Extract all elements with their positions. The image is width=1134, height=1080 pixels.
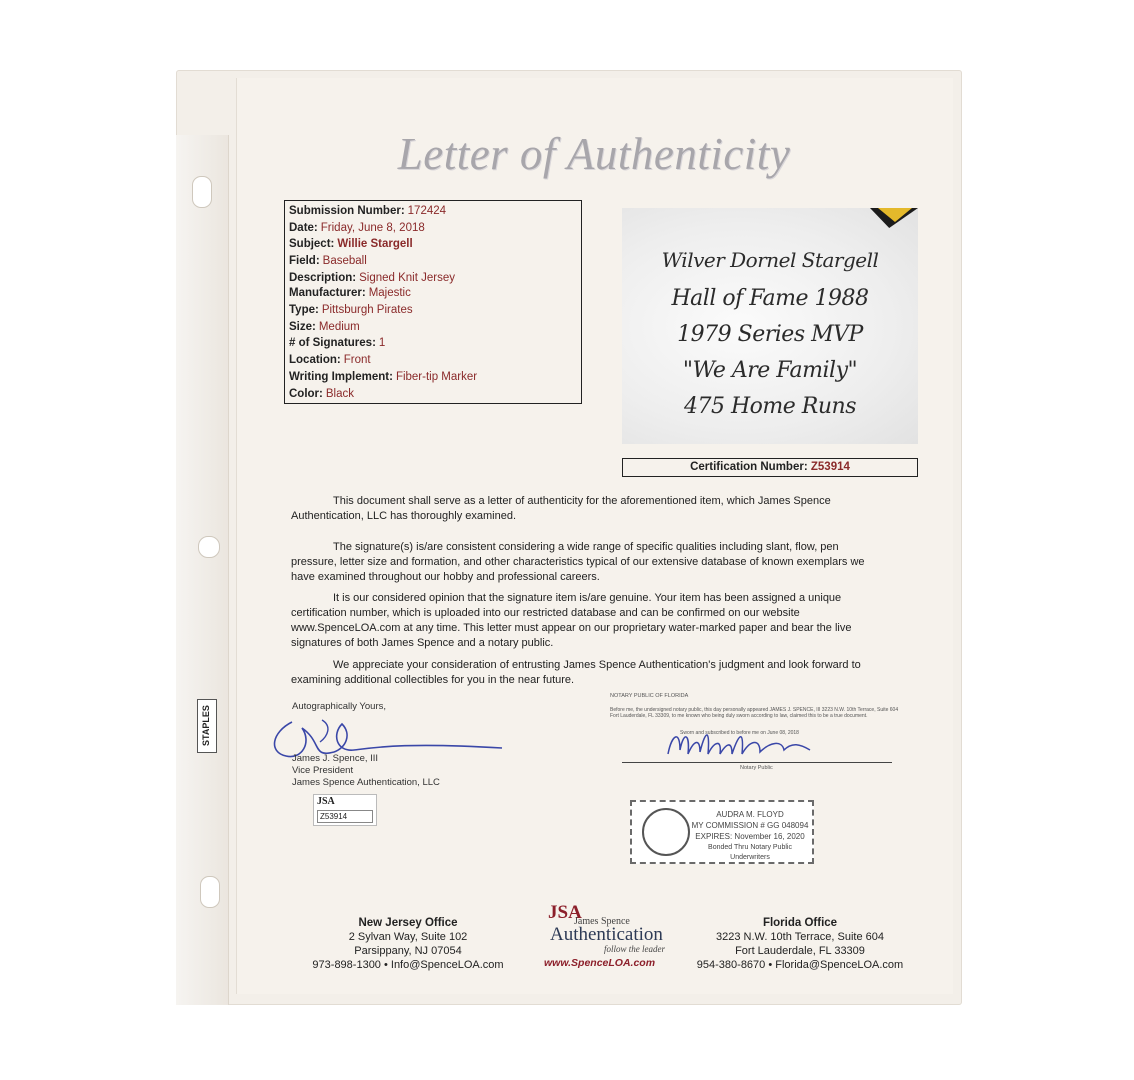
- closing-position: Vice President: [292, 765, 354, 776]
- sticker-brand: JSA: [317, 796, 335, 807]
- paragraph-4: We appreciate your consideration of entrusting James Spence Authentication's judgment and look forward to examining additional collectibles for you in the near future.: [291, 659, 861, 686]
- nj-office-line2: Parsippany, NJ 07054: [354, 945, 462, 957]
- inscription-hof: Hall of Fame 1988: [671, 286, 869, 311]
- info-row-field: Field: Baseball: [289, 255, 367, 267]
- notary-seal: [642, 808, 690, 856]
- info-row-manufacturer: Manufacturer: Majestic: [289, 287, 411, 299]
- sticker-number: Z53914: [317, 810, 373, 823]
- binder-hole-middle: [198, 536, 220, 558]
- nj-office-contact: 973-898-1300 • Info@SpenceLOA.com: [312, 959, 504, 971]
- info-row-signatures: # of Signatures: 1: [289, 337, 386, 349]
- info-row-description: Description: Signed Knit Jersey: [289, 272, 455, 284]
- notary-stamp: [630, 800, 814, 864]
- logo-james-spence: James Spence: [574, 916, 630, 927]
- fl-office-line2: Fort Lauderdale, FL 33309: [735, 945, 865, 957]
- logo-url: www.SpenceLOA.com: [544, 957, 656, 969]
- fl-office-line1: 3223 N.W. 10th Terrace, Suite 604: [716, 931, 884, 943]
- item-info-box: [284, 200, 582, 404]
- inscription-mvp: 1979 Series MVP: [677, 322, 863, 347]
- logo-jsa: JSA: [548, 902, 582, 923]
- notary-text: Before me, the undersigned notary public, this day personally appeared JAMES J. SPENCE, III 3223 N.W. 10th Terrace, Suite 604 Fort Lauderdale, FL 33309, to me known who being duly sworn according to law, claimed this to be a true document.: [610, 707, 899, 719]
- jsa-logo: [540, 902, 670, 972]
- nj-office-line1: 2 Sylvan Way, Suite 102: [348, 931, 468, 943]
- closing-company: James Spence Authentication, LLC: [292, 777, 440, 788]
- info-row-date: Date: Friday, June 8, 2018: [289, 222, 425, 234]
- inscription-home-runs: 475 Home Runs: [684, 394, 856, 419]
- fl-office: [690, 916, 910, 972]
- info-row-subject: Subject: Willie Stargell: [289, 238, 413, 250]
- paragraph-2: The signature(s) is/are consistent considering a wide range of specific qualities including slant, flow, pen pressure, letter size and formation, and other characteristics typical of our extensive database of known exemplars we have examined throughout our hobby and professional careers.: [291, 541, 865, 583]
- fl-office-contact: 954-380-8670 • Florida@SpenceLOA.com: [696, 959, 904, 971]
- nj-office: [300, 916, 516, 972]
- closing-name: James J. Spence, III: [292, 753, 379, 764]
- notary-sworn: Sworn and subscribed to before me on June 08, 2018: [680, 730, 799, 736]
- info-row-implement: Writing Implement: Fiber-tip Marker: [289, 371, 478, 383]
- closing-salutation: Autographically Yours,: [292, 701, 387, 712]
- info-row-submission: Submission Number: 172424: [289, 205, 447, 217]
- logo-authentication: Authentication: [550, 924, 663, 945]
- binder-strip: [176, 135, 229, 1005]
- paragraph-3: It is our considered opinion that the signature item is/are genuine. Your item has been assigned a unique certification number, which is uploaded into our restricted database and can be confirmed on our website www.SpenceLOA.com at any time. This letter must appear on our proprietary water-marked paper and bear the live signatures of both James Spence and a notary public.: [291, 592, 852, 649]
- letter-title: Letter of Authenticity: [397, 129, 791, 179]
- info-row-color: Color: Black: [289, 388, 354, 400]
- staples-label: STAPLES: [197, 699, 217, 753]
- binder-hole-top: [192, 176, 212, 208]
- item-photo: [622, 208, 918, 444]
- notary-heading: NOTARY PUBLIC OF FLORIDA: [610, 693, 689, 699]
- binder-hole-bottom: [200, 876, 220, 908]
- certification-number-box: Certification Number: Z53914: [622, 458, 918, 477]
- inscription-family: "We Are Family": [682, 358, 858, 383]
- stamp-bonded: Bonded Thru Notary Public Underwriters: [708, 844, 792, 861]
- notary-signature-line: [622, 762, 892, 763]
- notary-caption: Notary Public: [740, 765, 773, 771]
- paragraph-1: This document shall serve as a letter of authenticity for the aforementioned item, which James Spence Authentication, LLC has thoroughly examined.: [291, 495, 831, 522]
- stamp-expires: EXPIRES: November 16, 2020: [695, 832, 805, 841]
- nj-office-name: New Jersey Office: [358, 917, 458, 929]
- info-row-type: Type: Pittsburgh Pirates: [289, 304, 413, 316]
- stamp-name: AUDRA M. FLOYD: [716, 810, 784, 819]
- jsa-hologram-sticker: [313, 794, 377, 826]
- info-row-size: Size: Medium: [289, 321, 360, 333]
- info-row-location: Location: Front: [289, 354, 371, 366]
- inscription-signature: Wilver Dornel Stargell: [661, 248, 879, 272]
- stamp-commission: MY COMMISSION # GG 048094: [691, 821, 809, 830]
- fl-office-name: Florida Office: [762, 917, 838, 929]
- logo-tagline: follow the leader: [604, 944, 665, 954]
- notary-signature: [660, 720, 840, 764]
